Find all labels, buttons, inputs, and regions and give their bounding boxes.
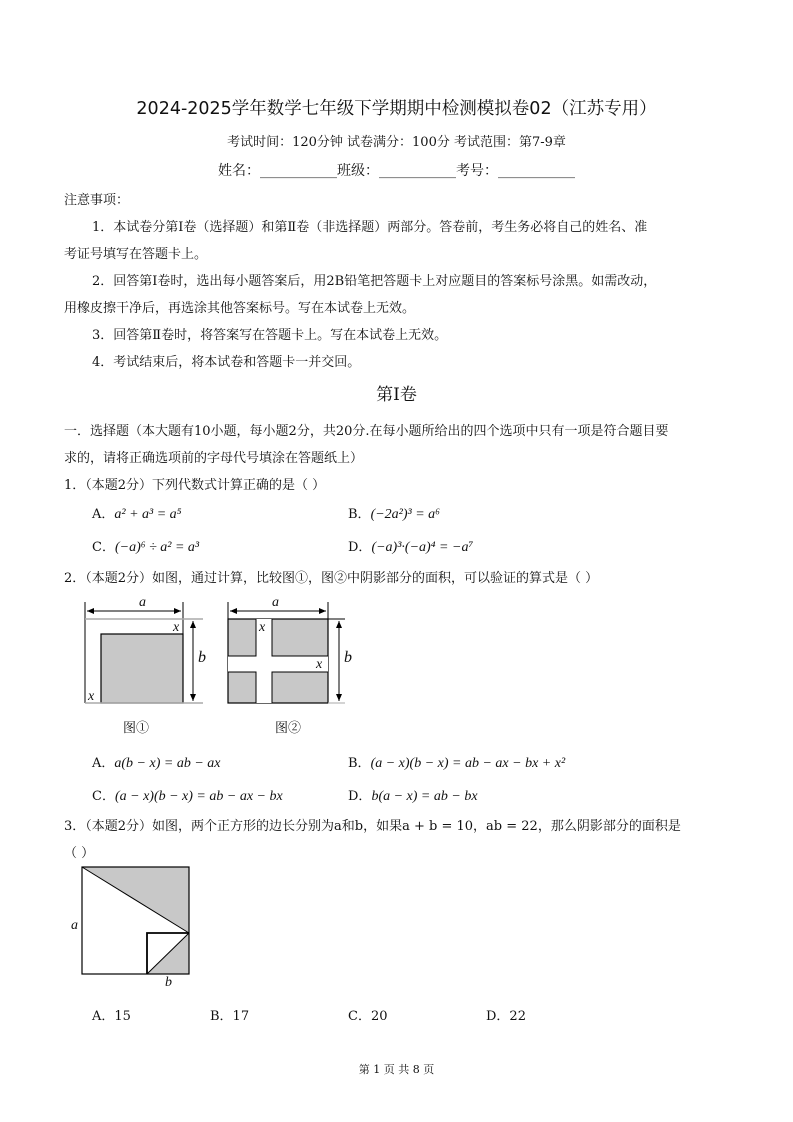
fig1-caption: 图①: [123, 721, 150, 736]
fig2-caption: 图②: [275, 721, 302, 736]
q3-option-c[interactable]: C．20: [348, 1009, 388, 1024]
page-title: 2024-2025学年数学七年级下学期期中检测模拟卷02（江苏专用）: [136, 99, 657, 119]
q2-option-b[interactable]: [348, 752, 565, 772]
option-label: B．: [348, 507, 371, 522]
notice-item: 用橡皮擦干净后，再选涂其他答案标号。写在本试卷上无效。: [64, 301, 416, 316]
option-math: (−a)³·(−a)⁴ = −a⁷: [371, 540, 474, 555]
figure-2: [228, 602, 345, 703]
option-math: (−2a²)³ = a⁶: [370, 507, 441, 522]
q1-stem: 1．（本题2分）下列代数式计算正确的是（ ）: [64, 478, 326, 493]
notice-item: 4．考试结束后，将本试卷和答题卡一并交回。: [92, 355, 361, 370]
part-title: 第I卷: [376, 385, 417, 405]
q2-stem: 2．（本题2分）如图，通过计算，比较图①，图②中阴影部分的面积，可以验证的算式是（ ）: [64, 571, 599, 586]
section-heading: 求的，请将正确选项前的字母代号填涂在答题纸上）: [64, 451, 364, 466]
notice-item: 考证号填写在答题卡上。: [64, 247, 208, 262]
q2-option-a[interactable]: [92, 752, 220, 772]
fig3-label-a: a: [71, 918, 78, 933]
figure-3: [82, 867, 189, 974]
q3-option-d[interactable]: D．22: [486, 1009, 526, 1024]
exam-info: 考试时间：120分钟 试卷满分：100分 考试范围：第7-9章: [227, 135, 566, 150]
option-math: a² + a³ = a⁵: [114, 507, 182, 522]
notice-item: 2．回答第Ⅰ卷时，选出每小题答案后，用2B铅笔把答题卡上对应题目的答案标号涂黑。如需改动，: [92, 274, 657, 289]
option-label: D．: [348, 540, 372, 555]
section-heading: 一．选择题（本大题有10小题，每小题2分，共20分.在每小题所给出的四个选项中只有一项是符合题目要: [64, 424, 669, 439]
fig2-label-x: x: [259, 620, 266, 635]
option-label: B．: [348, 756, 371, 771]
fig1-label-x: x: [88, 689, 95, 704]
fig2-label-x: x: [316, 657, 323, 672]
notice-heading: 注意事项：: [64, 193, 130, 208]
option-label: D．: [348, 789, 372, 804]
option-math: (a − x)(b − x) = ab − ax − bx: [114, 789, 283, 804]
student-fields: 姓名：___________班级：___________考号：___________: [218, 163, 575, 179]
fig2-label-b: b: [344, 649, 352, 666]
q3-option-a[interactable]: A．15: [92, 1009, 131, 1024]
figure-1: [85, 602, 203, 703]
notice-item: 3．回答第Ⅱ卷时，将答案写在答题卡上。写在本试卷上无效。: [92, 328, 448, 343]
option-label: C．: [92, 540, 115, 555]
option-math: (a − x)(b − x) = ab − ax − bx + x²: [370, 756, 566, 771]
fig2-label-a: a: [272, 595, 279, 610]
q2-option-c[interactable]: [92, 785, 283, 805]
fig3-label-b: b: [165, 975, 172, 990]
notice-item: 1．本试卷分第Ⅰ卷（选择题）和第Ⅱ卷（非选择题）两部分。答卷前，考生务必将自己的姓名、准: [92, 220, 648, 235]
fig1-label-b: b: [198, 649, 206, 666]
q3-stem: 3．（本题2分）如图，两个正方形的边长分别为a和b，如果a + b = 10，ab = 22，那么阴影部分的面积是: [64, 819, 681, 834]
fig1-label-x: x: [173, 620, 180, 635]
page-footer: 第 1 页 共 8 页: [358, 1063, 435, 1076]
option-label: A．: [92, 507, 115, 522]
q2-option-d[interactable]: [348, 785, 478, 805]
option-math: (−a)⁶ ÷ a² = a³: [114, 540, 200, 555]
q3-option-b[interactable]: B．17: [210, 1009, 250, 1024]
option-math: a(b − x) = ab − ax: [114, 756, 221, 771]
fig1-label-a: a: [139, 595, 146, 610]
option-label: A．: [92, 756, 115, 771]
option-math: b(a − x) = ab − bx: [371, 789, 478, 804]
q3-stem-blank: （ ）: [64, 846, 95, 861]
option-label: C．: [92, 789, 115, 804]
